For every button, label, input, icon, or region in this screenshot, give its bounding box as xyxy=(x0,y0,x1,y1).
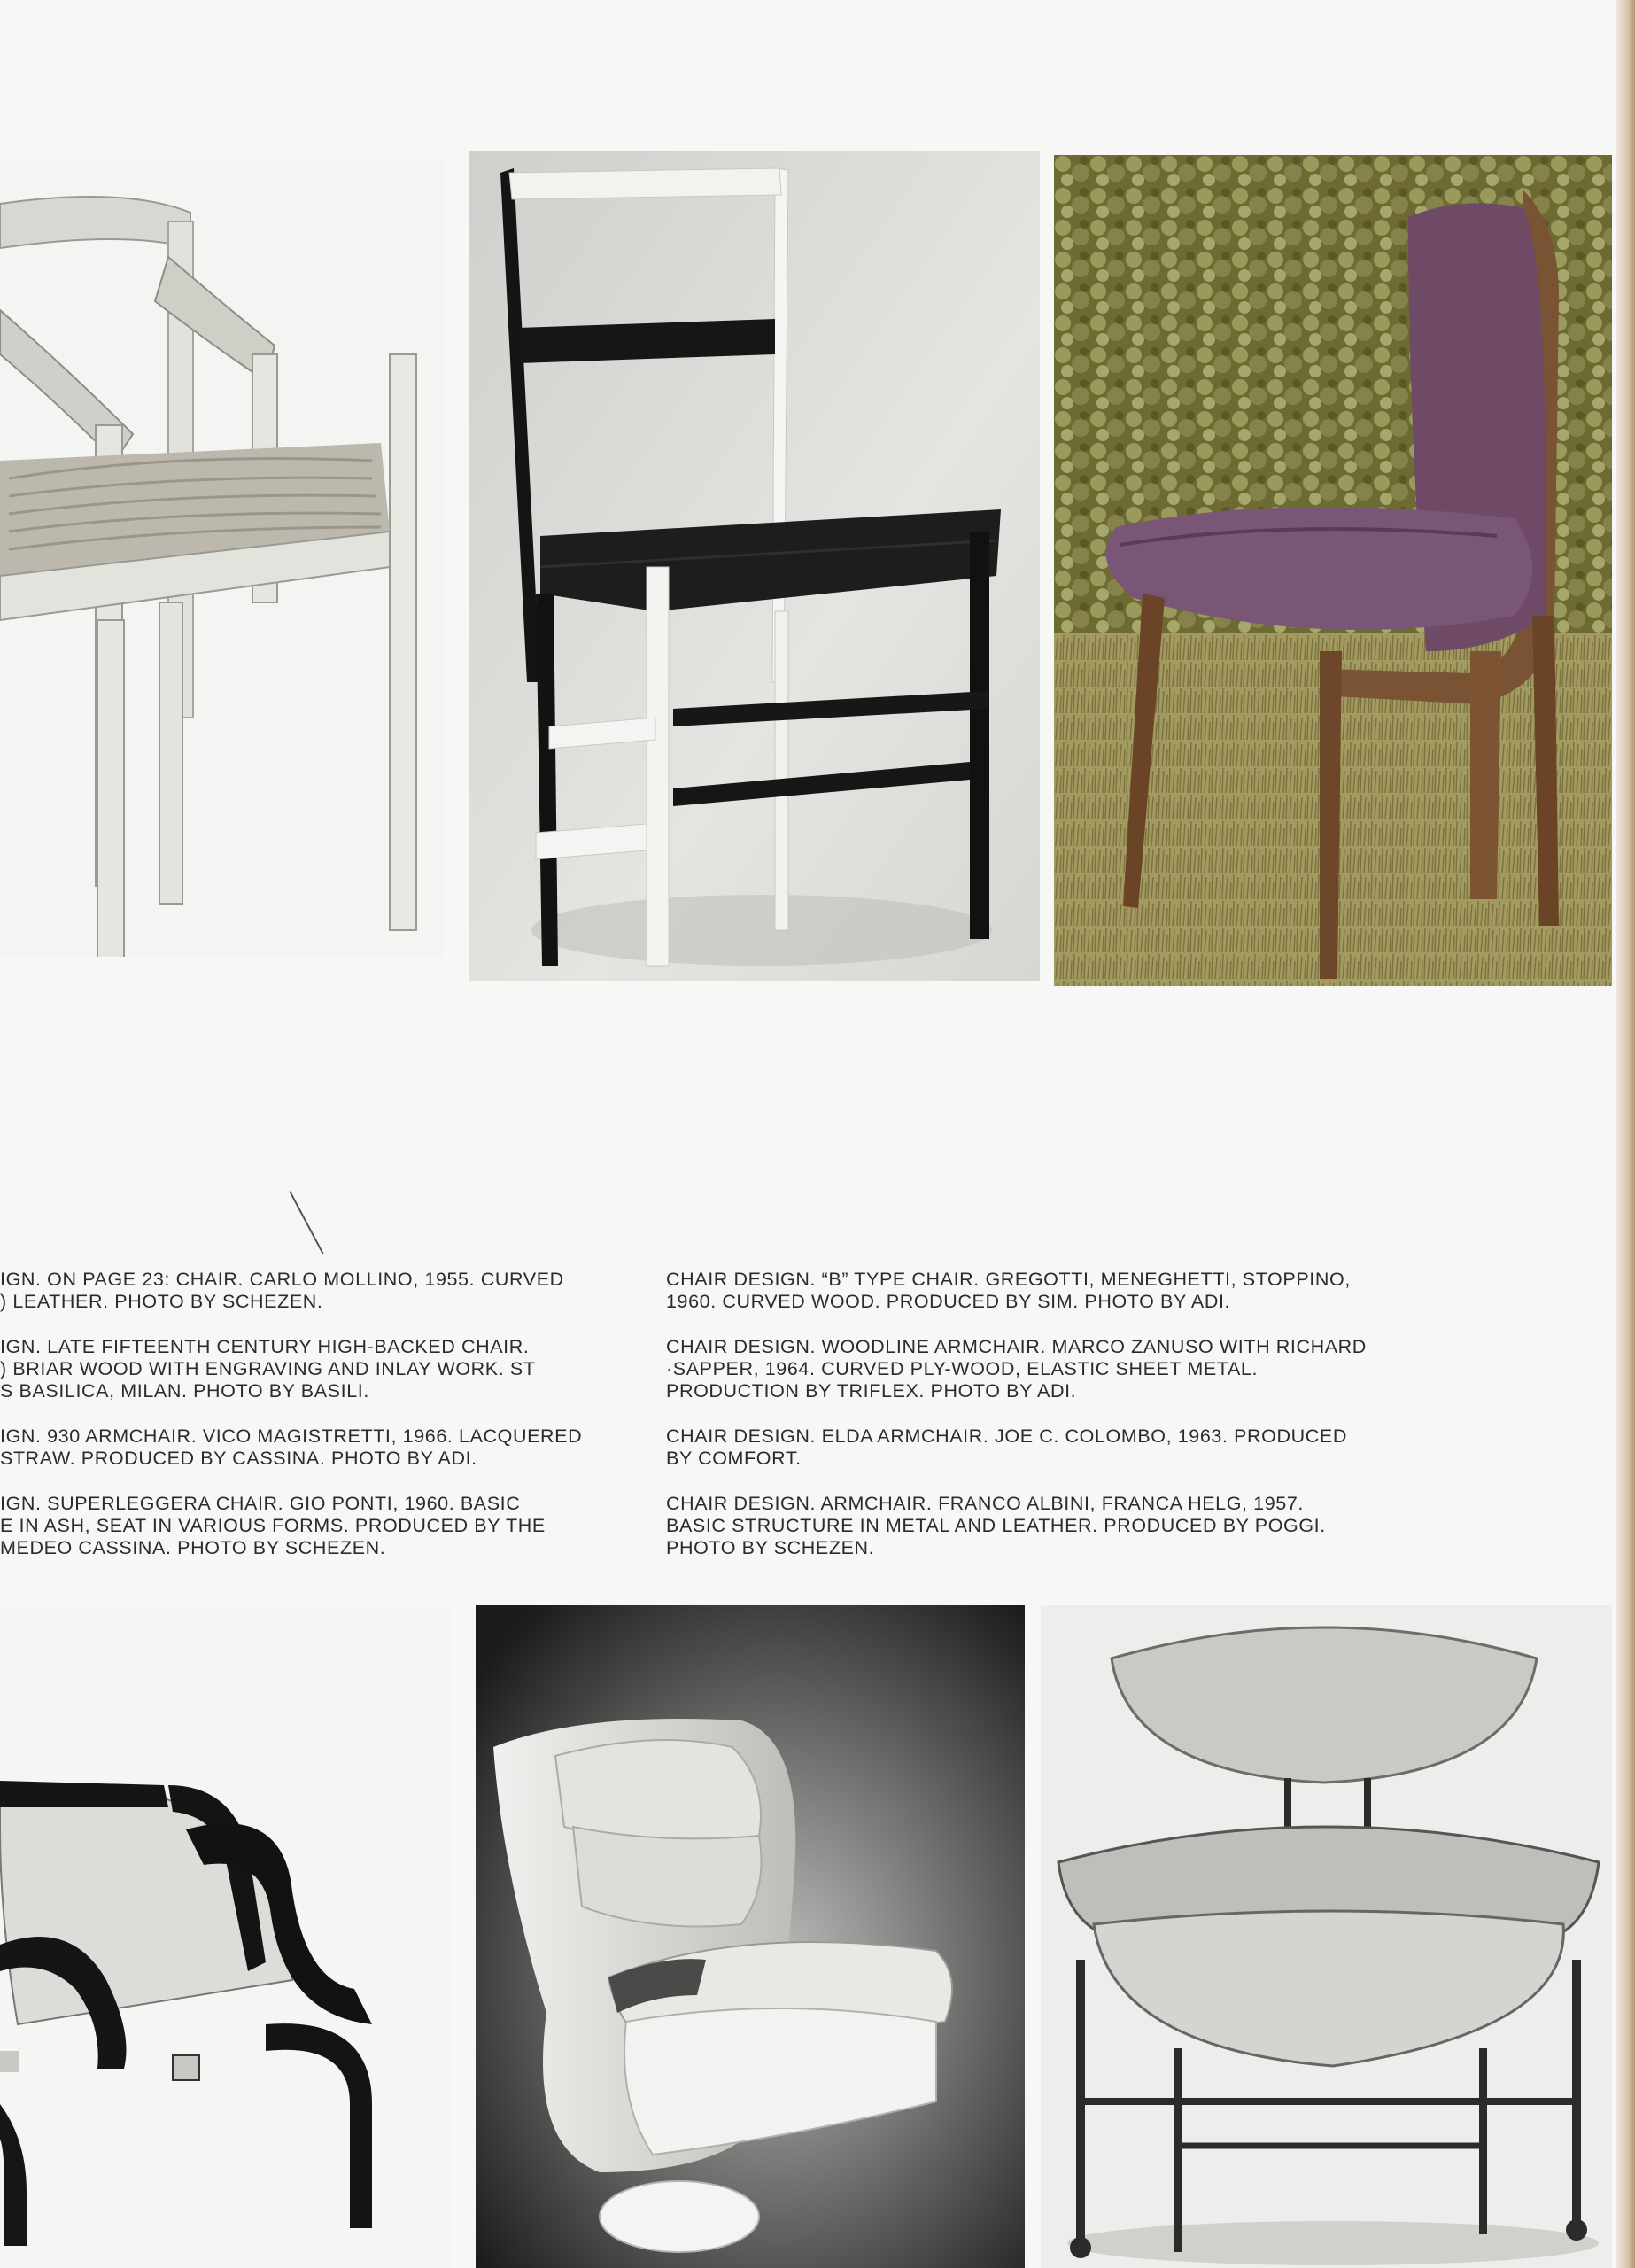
b-type-chair-photo xyxy=(1054,155,1612,986)
caption-elda-armchair: CHAIR DESIGN. ELDA ARMCHAIR. JOE C. COLOMBO, 1963. PRODUCED BY COMFORT. xyxy=(666,1425,1347,1469)
caption-superleggera: IGN. SUPERLEGGERA CHAIR. GIO PONTI, 1960. BASIC E IN ASH, SEAT IN VARIOUS FORMS. PRODUCED BY THE MEDEO CASSINA. PHOTO BY SCHEZEN. xyxy=(0,1493,546,1558)
superleggera-chair-photo xyxy=(469,151,1040,981)
caption-b-type-chair: CHAIR DESIGN. “B” TYPE CHAIR. GREGOTTI, MENEGHETTI, STOPPINO, 1960. CURVED WOOD. PRODUCED BY SIM. PHOTO BY ADI. xyxy=(666,1269,1351,1312)
caption-woodline-armchair: CHAIR DESIGN. WOODLINE ARMCHAIR. MARCO ZANUSO WITH RICHARD ·SAPPER, 1964. CURVED PLY-WOOD, ELASTIC SHEET METAL. PRODUCTION BY TRIFLEX. PHOTO BY ADI. xyxy=(666,1336,1367,1402)
captions-left-column xyxy=(0,1269,620,1582)
caption-mollino: IGN. ON PAGE 23: CHAIR. CARLO MOLLINO, 1955. CURVED ) LEATHER. PHOTO BY SCHEZEN. xyxy=(0,1269,564,1312)
elda-armchair-photo xyxy=(476,1605,1025,2268)
caption-high-backed-chair: IGN. LATE FIFTEENTH CENTURY HIGH-BACKED CHAIR. ) BRIAR WOOD WITH ENGRAVING AND INLAY WORK. ST S BASILICA, MILAN. PHOTO BY BASILI. xyxy=(0,1336,536,1402)
caption-930-armchair: IGN. 930 ARMCHAIR. VICO MAGISTRETTI, 1966. LACQUERED STRAW. PRODUCED BY CASSINA. PHOTO BY ADI. xyxy=(0,1425,583,1469)
woodline-armchair-photo xyxy=(0,1608,452,2268)
captions-right-column xyxy=(666,1269,1445,1582)
albini-armchair-photo xyxy=(1041,1605,1612,2268)
caption-albini-armchair: CHAIR DESIGN. ARMCHAIR. FRANCO ALBINI, FRANCA HELG, 1957. BASIC STRUCTURE IN METAL AND LEATHER. PRODUCED BY POGGI. PHOTO BY SCHEZEN. xyxy=(666,1493,1326,1558)
armchair-930-photo xyxy=(0,159,443,957)
page-edge xyxy=(1616,0,1635,2268)
print-mark xyxy=(289,1191,323,1254)
